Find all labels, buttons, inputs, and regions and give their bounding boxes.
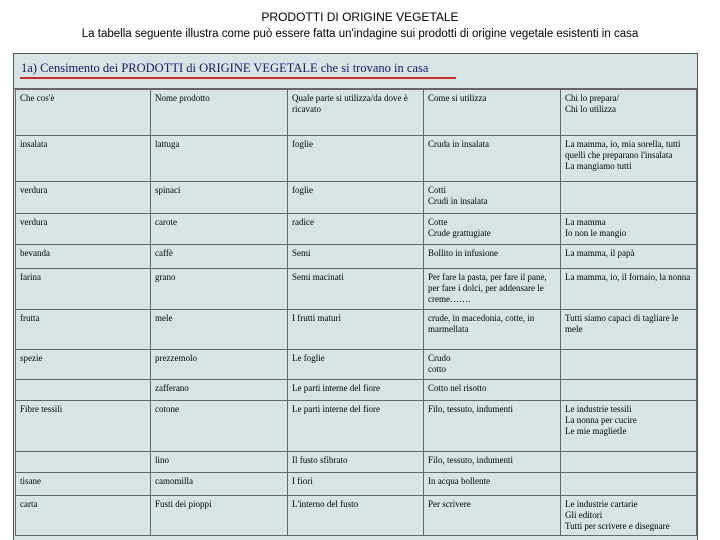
table-cell: carote (151, 214, 288, 245)
table-cell: I fiori (288, 473, 424, 496)
table-cell: Cruda in insalata (424, 136, 561, 182)
caption-underline (20, 77, 456, 79)
table-cell: zafferano (151, 380, 288, 401)
table-cell: La mamma, io, il fornaio, la nonna (561, 269, 697, 310)
table-cell: Il fusto sfibrato (288, 452, 424, 473)
table-cell: Fibre tessili (16, 401, 151, 452)
table-caption (14, 54, 697, 89)
table-cell: foglie (288, 182, 424, 214)
table-cell: farina (16, 269, 151, 310)
table-cell (561, 380, 697, 401)
table-header-row (16, 90, 697, 136)
table-cell (561, 452, 697, 473)
page-subtitle: La tabella seguente illustra come può essere fatta un'indagine sui prodotti di origine vegetale esistenti in casa (81, 28, 639, 40)
table-cell: grano (151, 269, 288, 310)
table-cell: insalata (16, 136, 151, 182)
table-cell: caffè (151, 245, 288, 269)
table-cell: bevanda (16, 245, 151, 269)
table-cell: tisane (16, 473, 151, 496)
table-cell: Fusti dei pioppi (151, 496, 288, 536)
table-row (16, 182, 697, 214)
column-header: Quale parte si utilizza/da dove è ricavato (288, 90, 424, 136)
table-cell: Cotte Crude grattugiate (424, 214, 561, 245)
table-cell: camomilla (151, 473, 288, 496)
survey-table (15, 89, 697, 536)
table-cell: spinaci (151, 182, 288, 214)
table-cell: Filo, tessuto, indumenti (424, 452, 561, 473)
table-cell: verdura (16, 214, 151, 245)
table-cell: La mamma Io non le mangio (561, 214, 697, 245)
table-cell: carta (16, 496, 151, 536)
table-cell: lino (151, 452, 288, 473)
table-cell: In acqua bollente (424, 473, 561, 496)
table-cell (561, 182, 697, 214)
table-cell: spezie (16, 350, 151, 380)
table-cell: Cotti Crudi in insalata (424, 182, 561, 214)
table-cell: La mamma, il papà (561, 245, 697, 269)
table-row (16, 350, 697, 380)
column-header: Chi lo prepara/ Chi lo utilizza (561, 90, 697, 136)
table-cell: mele (151, 310, 288, 350)
column-header: Nome prodotto (151, 90, 288, 136)
table-cell: Le industrie tessili La nonna per cucire Le mie maglietIe (561, 401, 697, 452)
table-cell: Per scrivere (424, 496, 561, 536)
table-cell: Filo, tessuto, indumenti (424, 401, 561, 452)
column-header: Come si utilizza (424, 90, 561, 136)
table-cell: Crudo cotto (424, 350, 561, 380)
survey-table-container (14, 89, 697, 540)
table-row (16, 380, 697, 401)
table-cell: Le industrie cartarie Gli editori Tutti per scrivere e disegnare (561, 496, 697, 536)
table-row (16, 136, 697, 182)
table-cell: radice (288, 214, 424, 245)
table-cell: verdura (16, 182, 151, 214)
table-caption-text: 1a) Censimento dei PRODOTTI di ORIGINE VEGETALE che si trovano in casa (21, 61, 429, 75)
table-row (16, 452, 697, 473)
table-cell: frutta (16, 310, 151, 350)
table-cell (561, 350, 697, 380)
table-cell: Semi (288, 245, 424, 269)
page-title: PRODOTTI DI ORIGINE VEGETALE (261, 10, 459, 24)
table-cell: foglie (288, 136, 424, 182)
table-cell: Le parti interne del fiore (288, 401, 424, 452)
table-cell (16, 380, 151, 401)
table-cell: Tutti siamo capaci di tagliare le mele (561, 310, 697, 350)
table-cell (16, 452, 151, 473)
table-row (16, 269, 697, 310)
table-cell: La mamma, io, mia sorella, tutti quelli che preparano l'insalata La mangiamo tutti (561, 136, 697, 182)
table-row (16, 473, 697, 496)
table-cell: Cotto nel risotto (424, 380, 561, 401)
table-cell: lattuga (151, 136, 288, 182)
table-cell: prezzemolo (151, 350, 288, 380)
table-row (16, 310, 697, 350)
table-cell: I frutti maturi (288, 310, 424, 350)
table-cell: cotone (151, 401, 288, 452)
table-cell: L'interno del fusto (288, 496, 424, 536)
table-cell: Per fare la pasta, per fare il pane, per fare i dolci, per addensare le creme……. (424, 269, 561, 310)
table-row (16, 245, 697, 269)
table-cell: Le parti interne del fiore (288, 380, 424, 401)
column-header: Che cos'è (16, 90, 151, 136)
table-cell (561, 473, 697, 496)
table-cell: crude, in macedonia, cotte, in marmellata (424, 310, 561, 350)
table-row (16, 214, 697, 245)
table-row (16, 496, 697, 536)
table-cell: Bollito in infusione (424, 245, 561, 269)
table-cell: Le foglie (288, 350, 424, 380)
table-row (16, 401, 697, 452)
table-cell: Semi macinati (288, 269, 424, 310)
